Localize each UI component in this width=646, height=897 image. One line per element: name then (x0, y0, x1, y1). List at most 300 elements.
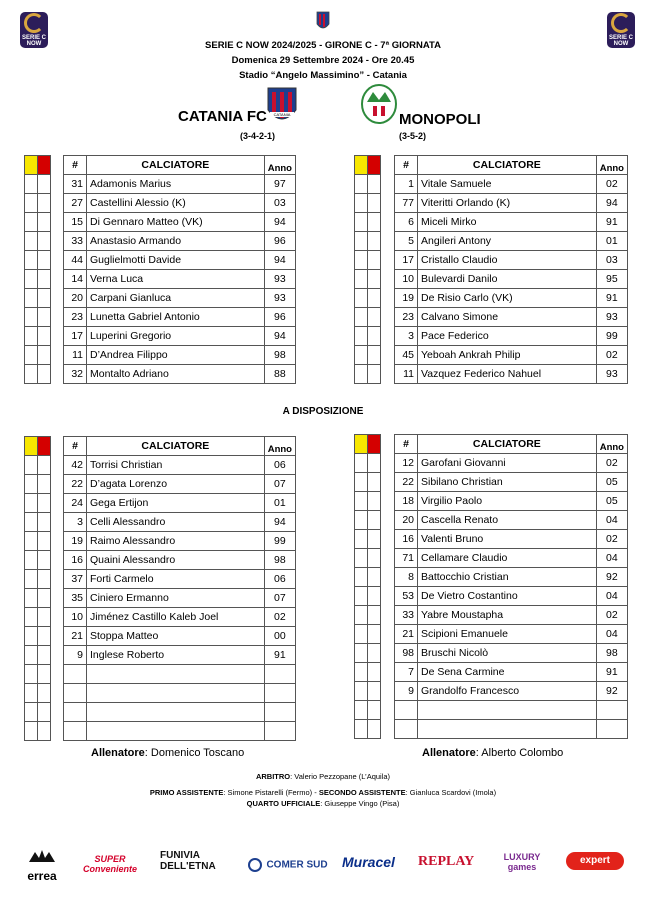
yellow-card-cell[interactable] (25, 665, 38, 684)
table-row (395, 289, 628, 308)
table-row (395, 606, 628, 625)
red-card-cell[interactable] (38, 456, 51, 475)
player-year: 04 (596, 549, 627, 568)
away-starters-cards (354, 155, 381, 384)
yellow-card-cell[interactable] (355, 308, 368, 327)
player-name: De Risio Carlo (VK) (418, 289, 597, 308)
sponsor-bar (20, 844, 630, 884)
player-year: 02 (596, 454, 627, 473)
player-name: D’agata Lorenzo (87, 475, 265, 494)
empty-cell (87, 722, 265, 741)
player-number: 9 (395, 682, 418, 701)
card-row (25, 722, 51, 741)
player-name: Lunetta Gabriel Antonio (87, 308, 265, 327)
player-name: Torrisi Christian (87, 456, 265, 475)
player-number: 23 (64, 308, 87, 327)
empty-cell (87, 703, 265, 722)
sponsor-expert: expert (566, 852, 624, 870)
card-row (355, 663, 381, 682)
yellow-card-cell[interactable] (355, 720, 368, 739)
player-number: 8 (395, 568, 418, 587)
yellow-card-cell[interactable] (355, 663, 368, 682)
sponsor-muracel: Muracel (342, 854, 395, 870)
red-card-cell[interactable] (368, 682, 381, 701)
empty-cell (418, 701, 597, 720)
red-card-cell[interactable] (38, 722, 51, 741)
yellow-card-cell[interactable] (25, 346, 38, 365)
yellow-card-cell[interactable] (355, 175, 368, 194)
player-column-header: CALCIATORE (418, 156, 597, 175)
first-assistant-name: : Simone Pistarelli (Fermo) - (223, 788, 319, 797)
match-header (0, 38, 646, 83)
red-card-cell[interactable] (368, 587, 381, 606)
player-year: 94 (264, 213, 295, 232)
red-card-cell[interactable] (38, 175, 51, 194)
away-coach-label: Allenatore (422, 747, 476, 759)
red-card-cell[interactable] (38, 646, 51, 665)
yellow-card-cell[interactable] (25, 475, 38, 494)
red-card-cell[interactable] (368, 568, 381, 587)
red-card-cell[interactable] (368, 454, 381, 473)
red-card-cell[interactable] (38, 194, 51, 213)
table-row (64, 289, 296, 308)
red-card-cell[interactable] (368, 663, 381, 682)
referee-label: ARBITRO (255, 772, 291, 781)
player-name: Jiménez Castillo Kaleb Joel (87, 608, 265, 627)
player-year: 91 (596, 663, 627, 682)
yellow-card-cell[interactable] (355, 511, 368, 530)
player-year: 92 (596, 682, 627, 701)
red-card-cell[interactable] (368, 530, 381, 549)
player-number: 21 (395, 625, 418, 644)
yellow-card-cell[interactable] (25, 456, 38, 475)
table-header (64, 437, 296, 456)
away-formation: (3-5-2) (399, 131, 427, 141)
card-row (25, 232, 51, 251)
player-year: 94 (596, 194, 627, 213)
header-date: Domenica 29 Settembre 2024 - Ore 20.45 (231, 55, 415, 66)
red-card-cell[interactable] (38, 684, 51, 703)
logo-text-top: SERIE C (21, 35, 46, 41)
red-card-cell[interactable] (368, 365, 381, 384)
card-row (25, 475, 51, 494)
player-year: 06 (264, 456, 295, 475)
player-year: 01 (264, 494, 295, 513)
player-name: Anastasio Armando (87, 232, 265, 251)
empty-cell (64, 722, 87, 741)
player-number: 42 (64, 456, 87, 475)
player-number: 17 (64, 327, 87, 346)
player-year: 92 (596, 568, 627, 587)
yellow-card-cell[interactable] (25, 308, 38, 327)
sponsor-luxury: LUXURY games (503, 852, 541, 872)
referee-line (0, 771, 646, 782)
yellow-card-cell[interactable] (25, 551, 38, 570)
player-name: Raimo Alessandro (87, 532, 265, 551)
card-row (355, 549, 381, 568)
home-coach-label: Allenatore (91, 747, 145, 759)
player-number: 15 (64, 213, 87, 232)
player-year: 93 (596, 308, 627, 327)
year-column-header: Anno (264, 156, 295, 175)
table-row (395, 346, 628, 365)
table-row (64, 456, 296, 475)
empty-cell (264, 722, 295, 741)
errea-logo-icon (27, 848, 57, 864)
red-card-cell[interactable] (368, 232, 381, 251)
table-row (395, 530, 628, 549)
player-year: 01 (596, 232, 627, 251)
yellow-card-cell[interactable] (355, 701, 368, 720)
card-row (25, 532, 51, 551)
empty-cell (264, 684, 295, 703)
red-card-cell[interactable] (38, 308, 51, 327)
empty-cell (395, 701, 418, 720)
card-row (25, 365, 51, 384)
yellow-card-header (355, 435, 368, 454)
card-row (25, 684, 51, 703)
player-number: 27 (64, 194, 87, 213)
table-header (64, 156, 296, 175)
player-number: 23 (395, 308, 418, 327)
yellow-card-cell[interactable] (355, 625, 368, 644)
yellow-card-header (25, 156, 38, 175)
player-name: Forti Carmelo (87, 570, 265, 589)
player-number: 3 (395, 327, 418, 346)
player-name: Miceli Mirko (418, 213, 597, 232)
yellow-card-cell[interactable] (25, 175, 38, 194)
table-row (64, 589, 296, 608)
red-card-cell[interactable] (368, 327, 381, 346)
table-row (395, 308, 628, 327)
empty-cell (395, 720, 418, 739)
first-assistant-label: PRIMO ASSISTENTE (149, 788, 224, 797)
player-year: 93 (264, 289, 295, 308)
home-starters-table (63, 155, 296, 384)
red-card-cell[interactable] (368, 213, 381, 232)
red-card-cell[interactable] (38, 251, 51, 270)
card-row (355, 644, 381, 663)
table-row (395, 175, 628, 194)
yellow-card-cell[interactable] (25, 289, 38, 308)
red-card-cell[interactable] (368, 606, 381, 625)
yellow-card-cell[interactable] (355, 473, 368, 492)
table-row (64, 270, 296, 289)
player-name: Cristallo Claudio (418, 251, 597, 270)
yellow-card-cell[interactable] (25, 194, 38, 213)
card-row (355, 492, 381, 511)
red-card-cell[interactable] (38, 346, 51, 365)
red-card-cell[interactable] (368, 511, 381, 530)
catania-crest-icon-top (316, 10, 330, 32)
player-number: 1 (395, 175, 418, 194)
home-bench-cards (24, 436, 51, 741)
yellow-card-cell[interactable] (355, 289, 368, 308)
red-card-cell[interactable] (368, 194, 381, 213)
card-row (355, 587, 381, 606)
fourth-official-label: QUARTO UFFICIALE (246, 799, 321, 808)
table-row (395, 454, 628, 473)
yellow-card-cell[interactable] (355, 492, 368, 511)
red-card-cell[interactable] (38, 327, 51, 346)
player-name: Angileri Antony (418, 232, 597, 251)
table-row (395, 473, 628, 492)
player-year: 96 (264, 232, 295, 251)
player-number: 20 (395, 511, 418, 530)
empty-cell (64, 684, 87, 703)
yellow-card-cell[interactable] (355, 568, 368, 587)
red-card-cell[interactable] (38, 475, 51, 494)
yellow-card-cell[interactable] (25, 589, 38, 608)
second-assistant-name: : Gianluca Scardovi (Imola) (405, 788, 497, 797)
empty-cell (64, 703, 87, 722)
card-row (355, 568, 381, 587)
red-card-cell[interactable] (38, 532, 51, 551)
home-formation: (3-4-2-1) (240, 131, 276, 141)
red-card-cell[interactable] (368, 473, 381, 492)
player-name: Yeboah Ankrah Philip (418, 346, 597, 365)
player-year: 03 (596, 251, 627, 270)
red-card-header (368, 156, 381, 175)
red-card-cell[interactable] (38, 627, 51, 646)
red-card-cell[interactable] (38, 494, 51, 513)
yellow-card-header (355, 156, 368, 175)
yellow-card-cell[interactable] (25, 327, 38, 346)
empty-cell (264, 665, 295, 684)
yellow-card-cell[interactable] (25, 270, 38, 289)
yellow-card-cell[interactable] (25, 627, 38, 646)
red-card-cell[interactable] (38, 513, 51, 532)
player-name: Verna Luca (87, 270, 265, 289)
yellow-card-cell[interactable] (355, 213, 368, 232)
player-name: Garofani Giovanni (418, 454, 597, 473)
table-row (64, 308, 296, 327)
player-year: 97 (264, 175, 295, 194)
red-card-cell[interactable] (38, 365, 51, 384)
card-row (25, 175, 51, 194)
red-card-cell[interactable] (368, 701, 381, 720)
yellow-card-cell[interactable] (25, 722, 38, 741)
player-number: 21 (64, 627, 87, 646)
player-year: 98 (264, 551, 295, 570)
player-number: 3 (64, 513, 87, 532)
red-card-cell[interactable] (368, 251, 381, 270)
player-name: Calvano Simone (418, 308, 597, 327)
player-number: 10 (395, 270, 418, 289)
red-card-cell[interactable] (38, 289, 51, 308)
player-column-header: CALCIATORE (87, 437, 265, 456)
yellow-card-cell[interactable] (355, 454, 368, 473)
yellow-card-cell[interactable] (355, 251, 368, 270)
player-number: 6 (395, 213, 418, 232)
table-row (64, 646, 296, 665)
player-year: 91 (596, 289, 627, 308)
yellow-card-cell[interactable] (355, 327, 368, 346)
card-row (355, 365, 381, 384)
player-number: 33 (395, 606, 418, 625)
svg-text:CATANIA: CATANIA (273, 112, 291, 117)
yellow-card-cell[interactable] (355, 606, 368, 625)
player-name: Vitale Samuele (418, 175, 597, 194)
card-row (25, 308, 51, 327)
home-coach-name: : Domenico Toscano (144, 747, 245, 759)
yellow-card-cell[interactable] (25, 608, 38, 627)
red-card-cell[interactable] (38, 703, 51, 722)
table-row (64, 475, 296, 494)
yellow-card-cell[interactable] (25, 365, 38, 384)
red-card-cell[interactable] (368, 492, 381, 511)
yellow-card-cell[interactable] (355, 644, 368, 663)
card-row (25, 213, 51, 232)
yellow-card-cell[interactable] (25, 232, 38, 251)
yellow-card-cell[interactable] (355, 194, 368, 213)
player-year: 07 (264, 475, 295, 494)
player-number: 19 (395, 289, 418, 308)
logo-text-top: SERIE C (608, 35, 633, 41)
player-number: 11 (395, 365, 418, 384)
yellow-card-cell[interactable] (25, 494, 38, 513)
table-row (64, 532, 296, 551)
card-row (25, 289, 51, 308)
card-row (355, 194, 381, 213)
card-row (355, 289, 381, 308)
red-card-cell[interactable] (38, 589, 51, 608)
table-row (64, 251, 296, 270)
player-number: 37 (64, 570, 87, 589)
player-year: 04 (596, 625, 627, 644)
player-number: 45 (395, 346, 418, 365)
player-name: Bruschi Nicolò (418, 644, 597, 663)
num-column-header: # (64, 156, 87, 175)
player-number: 44 (64, 251, 87, 270)
player-name: Quaini Alessandro (87, 551, 265, 570)
table-row (395, 663, 628, 682)
yellow-card-cell[interactable] (355, 346, 368, 365)
table-row (395, 644, 628, 663)
red-card-cell[interactable] (38, 270, 51, 289)
yellow-card-cell[interactable] (355, 530, 368, 549)
table-row (64, 232, 296, 251)
red-card-cell[interactable] (38, 608, 51, 627)
yellow-card-cell[interactable] (25, 251, 38, 270)
red-card-cell[interactable] (368, 308, 381, 327)
player-name: Scipioni Emanuele (418, 625, 597, 644)
red-card-cell[interactable] (368, 289, 381, 308)
away-starters-table (394, 155, 628, 384)
yellow-card-cell[interactable] (25, 513, 38, 532)
red-card-cell[interactable] (368, 644, 381, 663)
red-card-cell[interactable] (368, 270, 381, 289)
serie-c-icon (611, 13, 631, 33)
card-row (25, 270, 51, 289)
red-card-cell[interactable] (38, 213, 51, 232)
table-row (64, 551, 296, 570)
yellow-card-cell[interactable] (25, 703, 38, 722)
empty-cell (64, 665, 87, 684)
away-team-name: MONOPOLI (399, 111, 481, 128)
yellow-card-cell[interactable] (25, 684, 38, 703)
red-card-cell[interactable] (38, 232, 51, 251)
yellow-card-cell[interactable] (25, 570, 38, 589)
red-card-cell[interactable] (368, 175, 381, 194)
red-card-cell[interactable] (368, 625, 381, 644)
num-column-header: # (64, 437, 87, 456)
player-number: 5 (395, 232, 418, 251)
player-name: De Sena Carmine (418, 663, 597, 682)
player-year: 04 (596, 511, 627, 530)
card-row (355, 682, 381, 701)
red-card-header (38, 156, 51, 175)
red-card-cell[interactable] (368, 549, 381, 568)
table-row (64, 494, 296, 513)
sponsor-superconveniente: SUPER Conveniente (82, 854, 137, 874)
yellow-card-cell[interactable] (25, 213, 38, 232)
player-name: Carpani Gianluca (87, 289, 265, 308)
red-card-cell[interactable] (368, 720, 381, 739)
player-year: 99 (264, 532, 295, 551)
table-row (395, 587, 628, 606)
yellow-card-cell[interactable] (355, 232, 368, 251)
player-year: 02 (596, 346, 627, 365)
home-coach (91, 747, 244, 759)
yellow-card-cell[interactable] (355, 365, 368, 384)
player-year: 98 (264, 346, 295, 365)
yellow-card-cell[interactable] (355, 682, 368, 701)
red-card-cell[interactable] (368, 346, 381, 365)
red-card-header (368, 435, 381, 454)
card-row (25, 551, 51, 570)
card-row (355, 530, 381, 549)
red-card-cell[interactable] (38, 551, 51, 570)
away-coach (422, 747, 563, 759)
yellow-card-cell[interactable] (355, 549, 368, 568)
player-year: 02 (596, 606, 627, 625)
card-row (25, 646, 51, 665)
player-name: Pace Federico (418, 327, 597, 346)
player-number: 32 (64, 365, 87, 384)
player-name: Guglielmotti Davide (87, 251, 265, 270)
num-column-header: # (395, 156, 418, 175)
sponsor-errea (20, 848, 64, 883)
card-row (355, 473, 381, 492)
card-row (355, 625, 381, 644)
table-row (64, 570, 296, 589)
table-row (64, 175, 296, 194)
player-number: 11 (64, 346, 87, 365)
player-year: 06 (264, 570, 295, 589)
player-name: Di Gennaro Matteo (VK) (87, 213, 265, 232)
fourth-official-line (0, 798, 646, 809)
yellow-card-cell[interactable] (25, 646, 38, 665)
table-row (64, 608, 296, 627)
empty-row (64, 684, 296, 703)
yellow-card-cell[interactable] (355, 270, 368, 289)
table-row (64, 365, 296, 384)
empty-cell (596, 701, 627, 720)
empty-cell (87, 665, 265, 684)
player-name: Adamonis Marius (87, 175, 265, 194)
red-card-cell[interactable] (38, 570, 51, 589)
red-card-cell[interactable] (38, 665, 51, 684)
table-row (395, 232, 628, 251)
card-row (25, 703, 51, 722)
player-year: 05 (596, 473, 627, 492)
yellow-card-cell[interactable] (25, 532, 38, 551)
player-column-header: CALCIATORE (87, 156, 265, 175)
empty-row (64, 665, 296, 684)
player-year: 88 (264, 365, 295, 384)
yellow-card-cell[interactable] (355, 587, 368, 606)
